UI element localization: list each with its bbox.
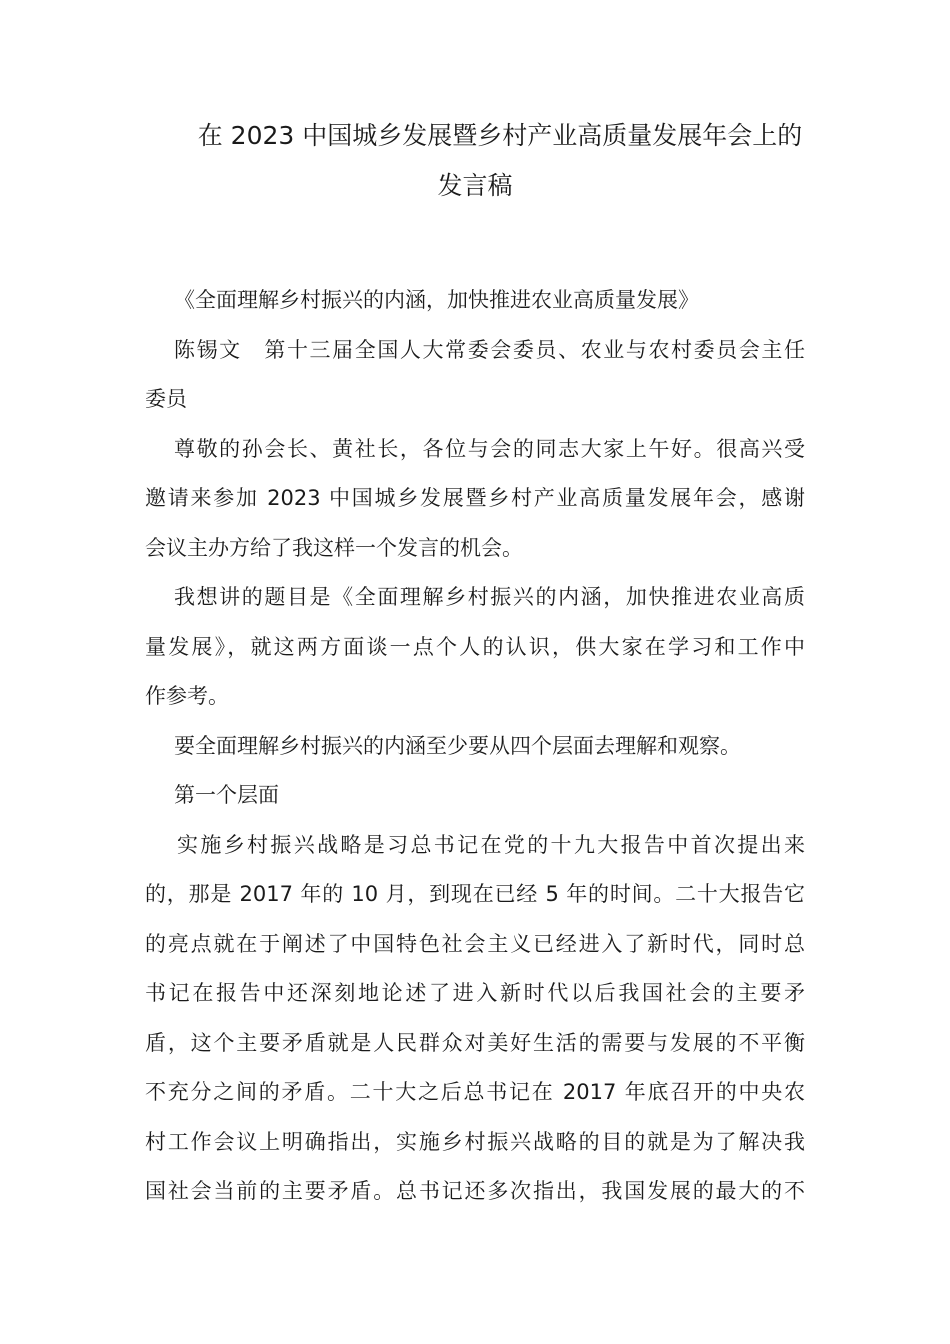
paragraph-four-levels [145, 722, 805, 772]
text-line: 量发展》，就这两方面谈一点个人的认识，供大家在学习和工作中 [145, 634, 805, 659]
title-line-2: 发言稿 [437, 171, 513, 200]
paragraph-topic [145, 573, 805, 722]
text-line: 作参考。 [145, 684, 229, 708]
paragraph-first-level-body [145, 821, 805, 1217]
paragraph-greeting [145, 425, 805, 574]
text-line: 要全面理解乡村振兴的内涵至少要从四个层面去理解和观察。 [174, 733, 741, 758]
paragraph-speech-title [145, 276, 805, 326]
section-heading-first-level [145, 771, 805, 821]
text-line: 书记在报告中还深刻地论述了进入新时代以后我国社会的主要矛 [145, 981, 805, 1005]
text-line: 邀请来参加 2023 中国城乡发展暨乡村产业高质量发展年会，感谢 [145, 486, 805, 510]
text-line: 不充分之间的矛盾。二十大之后总书记在 2017 年底召开的中央农 [145, 1080, 805, 1104]
title-line-1: 在 2023 中国城乡发展暨乡村产业高质量发展年会上的 [197, 121, 803, 150]
text-line: 会议主办方给了我这样一个发言的机会。 [145, 535, 523, 560]
document-body [145, 276, 805, 1217]
text-line: 陈锡文 第十三届全国人大常委会委员、农业与农村委员会主任 [174, 337, 805, 362]
paragraph-speaker [145, 326, 805, 425]
text-line: 第一个层面 [174, 783, 279, 807]
text-line: 的，那是 2017 年的 10 月，到现在已经 5 年的时间。二十大报告它 [145, 882, 805, 906]
text-line: 国社会当前的主要矛盾。总书记还多次指出，我国发展的最大的不 [145, 1179, 805, 1203]
text-line: 《全面理解乡村振兴的内涵，加快推进农业高质量发展》 [174, 288, 699, 312]
text-line: 实施乡村振兴战略是习总书记在党的十九大报告中首次提出来 [177, 832, 805, 857]
text-line: 的亮点就在于阐述了中国特色社会主义已经进入了新时代，同时总 [145, 931, 805, 956]
text-line: 盾，这个主要矛盾就是人民群众对美好生活的需要与发展的不平衡 [145, 1030, 805, 1055]
document-title [145, 111, 805, 211]
text-line: 我想讲的题目是《全面理解乡村振兴的内涵，加快推进农业高质 [174, 585, 805, 609]
text-line: 委员 [145, 387, 187, 411]
text-line: 尊敬的孙会长、黄社长，各位与会的同志大家上午好。很高兴受 [174, 436, 805, 461]
text-line: 村工作会议上明确指出，实施乡村振兴战略的目的就是为了解决我 [145, 1129, 805, 1154]
